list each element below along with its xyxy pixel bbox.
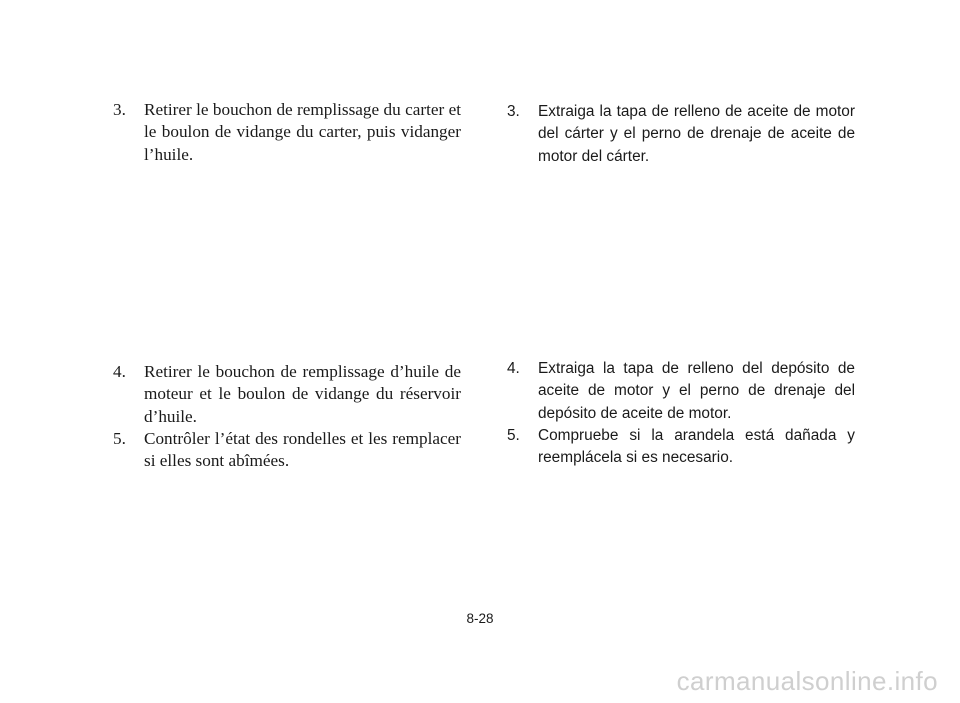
step-text: Retirer le bouchon de remplissage du carter et le boulon de vidange du carter, puis vidanger l’huile. [144, 100, 461, 164]
step-number: 3. [507, 103, 520, 120]
french-step-3 [113, 99, 461, 166]
spanish-step-3 [507, 101, 855, 168]
step-number: 5. [507, 426, 520, 444]
french-steps-top [113, 99, 461, 166]
step-text: Extraiga la tapa de relleno de aceite de motor del cárter y el perno de drenaje de aceite de motor del cárter. [538, 103, 855, 165]
step-text: Retirer le bouchon de remplissage d’huile de moteur et le boulon de vidange du réservoir d’huile. [144, 362, 461, 426]
step-number: 3. [113, 100, 126, 119]
step-text: Extraiga la tapa de relleno del depósito de aceite de motor y el perno de drenaje del depósito de aceite de motor. [538, 360, 855, 422]
step-number: 5. [113, 428, 126, 448]
step-number: 4. [113, 362, 126, 381]
french-step-4 [113, 361, 461, 428]
page-number: 8-28 [466, 611, 494, 626]
spanish-steps-top [507, 101, 855, 168]
site-watermark[interactable]: carmanualsonline.info [676, 666, 938, 696]
step-text: Contrôler l’état des rondelles et les remplacer si elles sont abîmées. [144, 428, 461, 471]
french-step-5 [113, 428, 461, 473]
spanish-steps-bottom [507, 358, 855, 469]
step-text: Compruebe si la arandela está dañada y reemplácela si es necesario. [538, 426, 855, 467]
spanish-step-4 [507, 358, 855, 425]
spanish-step-5 [507, 425, 855, 470]
french-steps-bottom [113, 361, 461, 472]
step-number: 4. [507, 360, 520, 377]
